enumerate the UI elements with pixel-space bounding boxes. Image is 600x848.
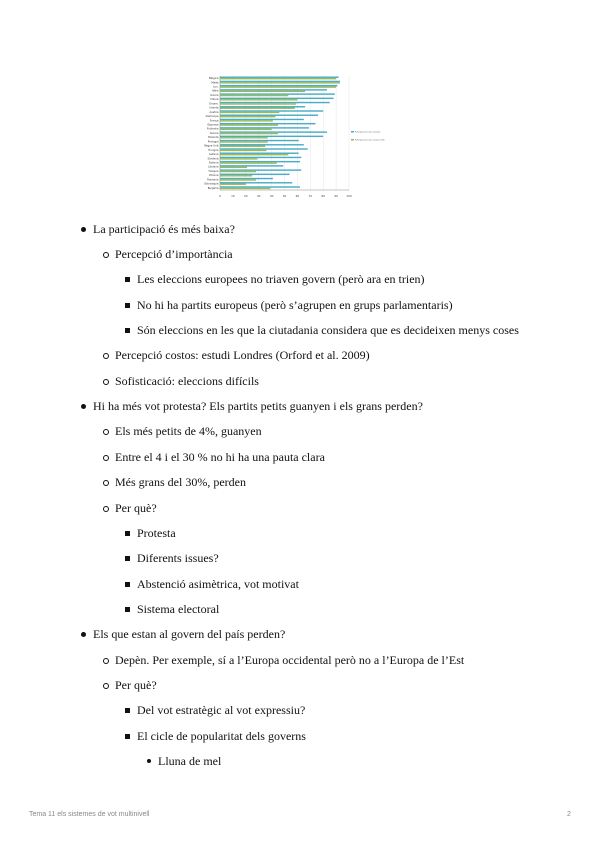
bullet-marker — [103, 480, 109, 486]
outline-item-level-3: Abstenció asimètrica, vot motivat — [137, 577, 299, 591]
category-label: Lituània — [208, 165, 219, 169]
legend-swatch — [351, 131, 354, 133]
outline-item-level-3: No hi ha partits europeus (però s’agrupen en grups parlamentaris) — [137, 298, 453, 312]
category-label: Hongria — [208, 148, 219, 152]
bar-national-12 — [220, 127, 309, 128]
category-label: Dinam. — [209, 102, 219, 106]
bar-national-1 — [220, 81, 340, 82]
outline-item-level-2: Per què? — [115, 678, 157, 692]
bar-european-15 — [220, 141, 268, 142]
x-tick-label: 50 — [282, 194, 287, 198]
category-label: Regne Unit — [204, 144, 219, 148]
outline-item-level-2: Els més petits de 4%, guanyen — [115, 424, 262, 438]
x-tick-label: 70 — [308, 194, 313, 198]
outline-item-level-2: Percepció d’importància — [115, 247, 233, 261]
bar-european-2 — [220, 86, 336, 87]
category-label: Holanda — [207, 136, 219, 140]
bar-national-4 — [220, 93, 335, 94]
bullet-marker — [103, 683, 109, 689]
bullet-marker — [125, 303, 130, 308]
x-tick-label: 60 — [295, 194, 300, 198]
category-label: Lux. — [213, 85, 219, 89]
bar-national-24 — [220, 178, 273, 179]
bar-national-13 — [220, 131, 327, 132]
bar-national-20 — [220, 161, 300, 162]
outline-item-level-4: Lluna de mel — [158, 754, 222, 768]
outline-item-level-2: Més grans del 30%, perden — [115, 475, 246, 489]
bar-european-26 — [220, 188, 270, 189]
bullet-marker — [125, 734, 130, 739]
bullet-marker — [81, 632, 86, 637]
bullet-marker — [125, 708, 130, 713]
outline-item-level-1: La participació és més baixa? — [93, 222, 235, 236]
outline-item-level-2: Entre el 4 i el 30 % no hi ha una pauta clara — [115, 450, 325, 464]
bar-national-9 — [220, 115, 318, 116]
outline-item-level-2: Per què? — [115, 501, 157, 515]
bullet-marker — [125, 531, 130, 536]
outline-item-level-3: Diferents issues? — [137, 551, 219, 565]
bar-european-12 — [220, 129, 272, 130]
bar-national-5 — [220, 98, 334, 99]
outline-item-level-1: Els que estan al govern del país perden? — [93, 627, 286, 641]
bar-european-24 — [220, 179, 256, 180]
category-label: Txèquia — [208, 169, 219, 173]
bar-national-18 — [220, 153, 299, 154]
legend-label: Participació eleccions nacionals — [355, 132, 381, 134]
bar-national-21 — [220, 165, 283, 166]
category-label: Espanya — [207, 123, 219, 127]
bar-european-10 — [220, 120, 273, 121]
x-tick-label: 100 — [346, 194, 352, 198]
bar-national-11 — [220, 123, 315, 124]
bar-european-23 — [220, 175, 252, 176]
outline-item-level-3: Sistema electoral — [137, 602, 220, 616]
category-label: Grècia — [210, 93, 219, 97]
bullet-marker — [125, 582, 130, 587]
outline-item-level-2: Sofisticació: eleccions difícils — [115, 374, 259, 388]
bar-european-9 — [220, 116, 275, 117]
bullet-marker — [103, 252, 109, 258]
bar-european-22 — [220, 171, 256, 172]
outline-item-level-3: Del vot estratègic al vot expressiu? — [137, 703, 306, 717]
outline-item-level-3: Protesta — [137, 526, 176, 540]
category-label: Irlanda — [209, 106, 219, 110]
category-label: Àustria — [209, 110, 219, 114]
outline-item-level-3: El cicle de popularitat dels governs — [137, 729, 306, 743]
bar-national-16 — [220, 144, 304, 145]
bar-european-1 — [220, 82, 340, 83]
bar-european-13 — [220, 133, 278, 134]
bar-european-0 — [220, 78, 336, 79]
bar-national-8 — [220, 110, 323, 111]
category-label: Letònia — [208, 153, 219, 157]
bar-european-14 — [220, 137, 268, 138]
bullet-marker — [103, 353, 109, 359]
category-label: Finlàndia — [206, 127, 219, 131]
bullet-marker — [103, 506, 109, 512]
bullet-marker — [125, 277, 130, 282]
category-label: Malta — [211, 81, 219, 85]
footer-page-number: 2 — [567, 811, 571, 818]
bar-national-19 — [220, 157, 301, 158]
bar-european-6 — [220, 103, 296, 104]
x-tick-label: 40 — [269, 194, 274, 198]
bar-national-7 — [220, 106, 305, 107]
x-tick-label: 0 — [219, 194, 221, 198]
bullet-marker — [125, 607, 130, 612]
outline-item-level-2: Percepció costos: estudi Londres (Orford et al. 2009) — [115, 348, 370, 362]
category-label: Chipre — [210, 98, 219, 102]
x-tick-label: 90 — [334, 194, 338, 198]
x-tick-label: 10 — [231, 194, 235, 198]
bar-national-3 — [220, 89, 327, 90]
bar-national-15 — [220, 140, 299, 141]
x-tick-label: 80 — [321, 194, 325, 198]
category-label: Alemanya — [205, 115, 219, 119]
bullet-marker — [81, 227, 86, 232]
bullet-marker — [103, 455, 109, 461]
bar-european-17 — [220, 150, 266, 151]
outline-item-level-1: Hi ha més vot protesta? Els partits petits guanyen i els grans perden? — [93, 399, 423, 413]
outline-item-level-3: Les eleccions europees no triaven govern (però ara en trien) — [137, 272, 425, 286]
x-tick-label: 20 — [244, 194, 248, 198]
category-label: Estònia — [208, 161, 219, 165]
category-label: França — [209, 119, 219, 123]
category-label: Portugal — [207, 140, 219, 144]
outline-item-level-2: Depèn. Per exemple, sí a l’Europa occidental però no a l’Europa de l’Est — [115, 653, 465, 667]
bar-national-23 — [220, 174, 290, 175]
category-label: Bulgària — [207, 186, 219, 190]
bar-national-17 — [220, 148, 308, 149]
bar-national-14 — [220, 136, 323, 137]
category-label: Romania — [207, 178, 219, 182]
bar-national-10 — [220, 119, 304, 120]
bar-european-5 — [220, 99, 297, 100]
bar-european-18 — [220, 154, 288, 155]
bullet-marker — [81, 404, 86, 409]
bullet-marker — [103, 658, 109, 664]
bar-national-22 — [220, 169, 301, 170]
bar-national-2 — [220, 85, 337, 86]
category-label: Bèlgica — [209, 77, 219, 81]
bar-national-25 — [220, 182, 292, 183]
bar-european-16 — [220, 145, 265, 146]
legend-label: Participació eleccions europees 2009 — [355, 140, 385, 142]
bar-european-8 — [220, 112, 279, 113]
bar-european-21 — [220, 167, 247, 168]
footer-title: Tema 11 els sistemes de vot multinivell — [29, 811, 150, 818]
bar-national-26 — [220, 186, 300, 187]
category-label: Eslovàquia — [204, 182, 219, 186]
legend-swatch — [351, 139, 354, 141]
bullet-marker — [125, 328, 130, 333]
bar-european-7 — [220, 107, 295, 108]
bullet-marker — [147, 759, 151, 763]
x-tick-label: 30 — [256, 194, 261, 198]
category-label: Slovènia — [207, 157, 219, 161]
bar-european-20 — [220, 162, 277, 163]
outline-item-level-3: Són eleccions en les que la ciutadania considera que es decideixen menys coses — [137, 323, 519, 337]
bar-european-19 — [220, 158, 257, 159]
bar-national-0 — [220, 77, 339, 78]
bar-european-4 — [220, 95, 288, 96]
bar-european-11 — [220, 124, 278, 125]
bar-national-6 — [220, 102, 330, 103]
category-label: Itàlia — [212, 89, 219, 93]
bar-european-25 — [220, 183, 246, 184]
bullet-marker — [103, 429, 109, 435]
category-label: Suècia — [209, 131, 219, 135]
turnout-bar-chart — [193, 73, 385, 203]
bullet-marker — [125, 556, 130, 561]
category-label: Polònia — [209, 174, 219, 178]
bar-european-3 — [220, 91, 305, 92]
bullet-marker — [103, 379, 109, 385]
